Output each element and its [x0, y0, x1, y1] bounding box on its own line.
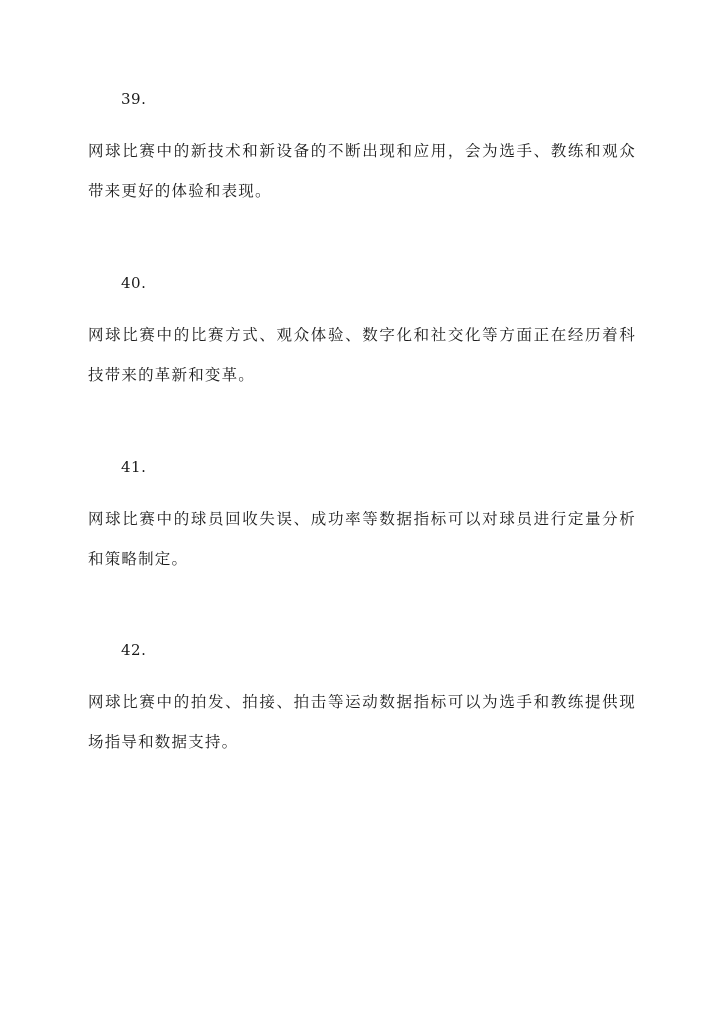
list-item — [88, 273, 636, 395]
item-number: 39. — [121, 90, 147, 108]
item-number: 41. — [121, 458, 147, 476]
item-text: 网球比赛中的球员回收失误、成功率等数据指标可以对球员进行定量分析和策略制定。 — [88, 510, 636, 568]
item-number: 42. — [121, 641, 147, 659]
list-item — [88, 640, 636, 762]
item-text: 网球比赛中的比赛方式、观众体验、数字化和社交化等方面正在经历着科技带来的革新和变革。 — [88, 326, 636, 384]
item-text: 网球比赛中的拍发、拍接、拍击等运动数据指标可以为选手和教练提供现场指导和数据支持。 — [88, 693, 636, 751]
list-item — [88, 457, 636, 579]
item-text: 网球比赛中的新技术和新设备的不断出现和应用，会为选手、教练和观众带来更好的体验和表现。 — [88, 142, 636, 200]
list-item — [88, 89, 636, 211]
item-number: 40. — [121, 274, 147, 292]
